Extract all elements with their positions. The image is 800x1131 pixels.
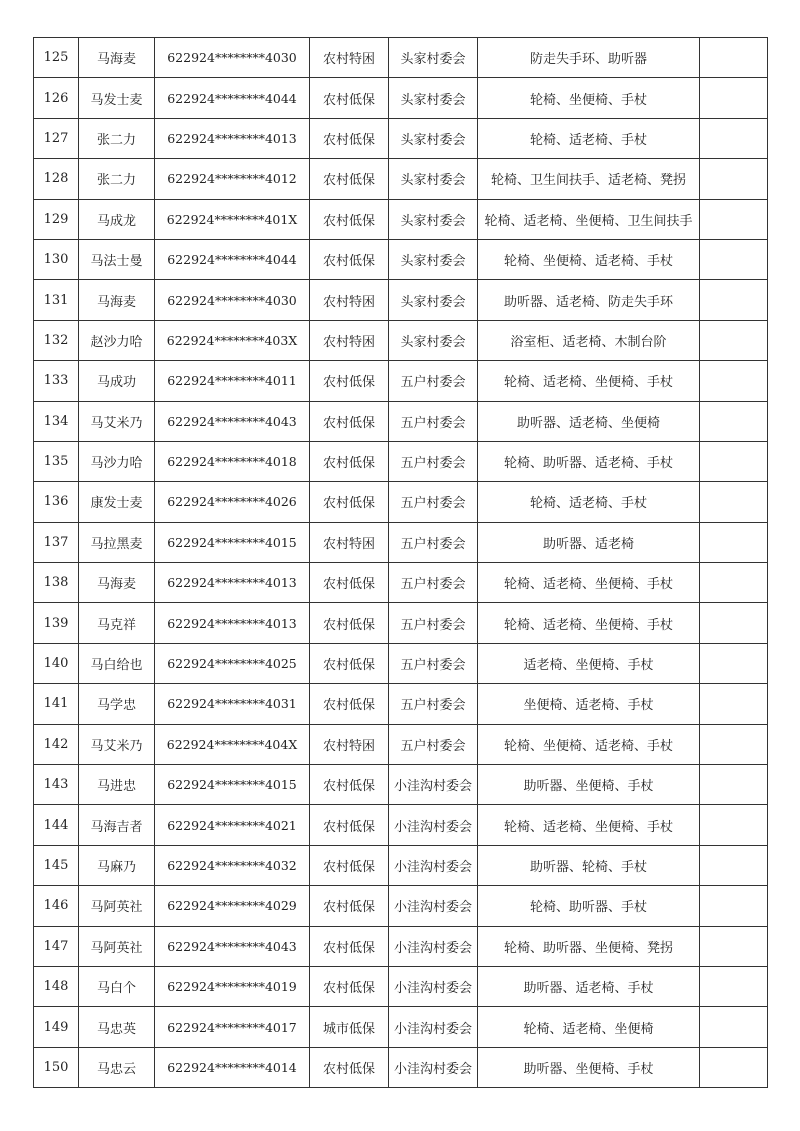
village-cell: 头家村委会 <box>389 118 478 158</box>
aid-items-cell: 轮椅、适老椅、坐便椅、手杖 <box>478 805 700 845</box>
note-cell <box>700 38 768 78</box>
row-number-cell: 145 <box>34 845 79 885</box>
village-cell: 五户村委会 <box>389 482 478 522</box>
name-cell: 马艾米乃 <box>79 724 155 764</box>
name-cell: 马成龙 <box>79 199 155 239</box>
note-cell <box>700 845 768 885</box>
aid-items-cell: 轮椅、适老椅、坐便椅、卫生间扶手 <box>478 199 700 239</box>
aid-items-cell: 轮椅、适老椅、坐便椅、手杖 <box>478 361 700 401</box>
id-number-cell: 622924********4044 <box>155 239 310 279</box>
row-number-cell: 127 <box>34 118 79 158</box>
village-cell: 五户村委会 <box>389 361 478 401</box>
village-cell: 五户村委会 <box>389 563 478 603</box>
table-row <box>34 38 768 78</box>
aid-items-cell: 轮椅、适老椅、坐便椅、手杖 <box>478 563 700 603</box>
category-cell: 农村低保 <box>310 118 389 158</box>
id-number-cell: 622924********404X <box>155 724 310 764</box>
id-number-cell: 622924********4021 <box>155 805 310 845</box>
category-cell: 农村低保 <box>310 199 389 239</box>
aid-items-cell: 轮椅、适老椅、坐便椅 <box>478 1007 700 1047</box>
name-cell: 马拉黑麦 <box>79 522 155 562</box>
note-cell <box>700 926 768 966</box>
table-row <box>34 563 768 603</box>
row-number-cell: 131 <box>34 280 79 320</box>
row-number-cell: 134 <box>34 401 79 441</box>
note-cell <box>700 966 768 1006</box>
table-row <box>34 522 768 562</box>
id-number-cell: 622924********4012 <box>155 159 310 199</box>
table-row <box>34 926 768 966</box>
village-cell: 小洼沟村委会 <box>389 1047 478 1087</box>
note-cell <box>700 118 768 158</box>
village-cell: 五户村委会 <box>389 401 478 441</box>
table-row <box>34 239 768 279</box>
note-cell <box>700 280 768 320</box>
village-cell: 头家村委会 <box>389 199 478 239</box>
village-cell: 小洼沟村委会 <box>389 765 478 805</box>
name-cell: 马忠英 <box>79 1007 155 1047</box>
row-number-cell: 128 <box>34 159 79 199</box>
name-cell: 马学忠 <box>79 684 155 724</box>
name-cell: 马克祥 <box>79 603 155 643</box>
village-cell: 头家村委会 <box>389 320 478 360</box>
id-number-cell: 622924********4013 <box>155 118 310 158</box>
id-number-cell: 622924********4018 <box>155 441 310 481</box>
category-cell: 农村特困 <box>310 320 389 360</box>
name-cell: 马海吉者 <box>79 805 155 845</box>
id-number-cell: 622924********4011 <box>155 361 310 401</box>
table-row <box>34 199 768 239</box>
note-cell <box>700 199 768 239</box>
aid-items-cell: 轮椅、适老椅、坐便椅、手杖 <box>478 603 700 643</box>
table-row <box>34 643 768 683</box>
row-number-cell: 150 <box>34 1047 79 1087</box>
id-number-cell: 622924********401X <box>155 199 310 239</box>
id-number-cell: 622924********4017 <box>155 1007 310 1047</box>
village-cell: 头家村委会 <box>389 239 478 279</box>
village-cell: 头家村委会 <box>389 280 478 320</box>
aid-items-cell: 适老椅、坐便椅、手杖 <box>478 643 700 683</box>
aid-items-cell: 轮椅、适老椅、手杖 <box>478 118 700 158</box>
aid-items-cell: 轮椅、助听器、手杖 <box>478 886 700 926</box>
category-cell: 农村低保 <box>310 441 389 481</box>
aid-items-cell: 坐便椅、适老椅、手杖 <box>478 684 700 724</box>
table-row <box>34 482 768 522</box>
village-cell: 头家村委会 <box>389 78 478 118</box>
village-cell: 小洼沟村委会 <box>389 926 478 966</box>
aid-items-cell: 轮椅、卫生间扶手、适老椅、凳拐 <box>478 159 700 199</box>
aid-items-cell: 助听器、坐便椅、手杖 <box>478 1047 700 1087</box>
id-number-cell: 622924********4026 <box>155 482 310 522</box>
row-number-cell: 138 <box>34 563 79 603</box>
table-row <box>34 1007 768 1047</box>
name-cell: 马海麦 <box>79 280 155 320</box>
note-cell <box>700 159 768 199</box>
row-number-cell: 141 <box>34 684 79 724</box>
beneficiary-table <box>33 37 768 1088</box>
note-cell <box>700 1007 768 1047</box>
category-cell: 农村特困 <box>310 522 389 562</box>
id-number-cell: 622924********4013 <box>155 563 310 603</box>
category-cell: 农村低保 <box>310 1047 389 1087</box>
row-number-cell: 125 <box>34 38 79 78</box>
note-cell <box>700 886 768 926</box>
note-cell <box>700 684 768 724</box>
name-cell: 马白给也 <box>79 643 155 683</box>
id-number-cell: 622924********4013 <box>155 603 310 643</box>
village-cell: 小洼沟村委会 <box>389 966 478 1006</box>
name-cell: 马成功 <box>79 361 155 401</box>
id-number-cell: 622924********4044 <box>155 78 310 118</box>
name-cell: 张二力 <box>79 159 155 199</box>
table-row <box>34 280 768 320</box>
row-number-cell: 137 <box>34 522 79 562</box>
note-cell <box>700 805 768 845</box>
name-cell: 马进忠 <box>79 765 155 805</box>
table-row <box>34 401 768 441</box>
category-cell: 农村低保 <box>310 159 389 199</box>
category-cell: 农村低保 <box>310 845 389 885</box>
aid-items-cell: 助听器、适老椅、防走失手环 <box>478 280 700 320</box>
name-cell: 马沙力哈 <box>79 441 155 481</box>
category-cell: 农村低保 <box>310 684 389 724</box>
table-body <box>34 38 768 1088</box>
table-row <box>34 886 768 926</box>
name-cell: 马艾米乃 <box>79 401 155 441</box>
row-number-cell: 147 <box>34 926 79 966</box>
table-row <box>34 320 768 360</box>
table-row <box>34 1047 768 1087</box>
note-cell <box>700 603 768 643</box>
note-cell <box>700 765 768 805</box>
village-cell: 小洼沟村委会 <box>389 805 478 845</box>
aid-items-cell: 轮椅、助听器、坐便椅、凳拐 <box>478 926 700 966</box>
aid-items-cell: 助听器、适老椅 <box>478 522 700 562</box>
aid-items-cell: 浴室柜、适老椅、木制台阶 <box>478 320 700 360</box>
row-number-cell: 142 <box>34 724 79 764</box>
name-cell: 马阿英社 <box>79 926 155 966</box>
row-number-cell: 149 <box>34 1007 79 1047</box>
row-number-cell: 135 <box>34 441 79 481</box>
village-cell: 五户村委会 <box>389 684 478 724</box>
category-cell: 农村低保 <box>310 926 389 966</box>
id-number-cell: 622924********4025 <box>155 643 310 683</box>
row-number-cell: 143 <box>34 765 79 805</box>
id-number-cell: 622924********4031 <box>155 684 310 724</box>
id-number-cell: 622924********4043 <box>155 926 310 966</box>
note-cell <box>700 441 768 481</box>
note-cell <box>700 563 768 603</box>
category-cell: 农村低保 <box>310 239 389 279</box>
name-cell: 马发士麦 <box>79 78 155 118</box>
table-row <box>34 78 768 118</box>
note-cell <box>700 239 768 279</box>
row-number-cell: 130 <box>34 239 79 279</box>
category-cell: 农村低保 <box>310 765 389 805</box>
table-row <box>34 603 768 643</box>
category-cell: 农村低保 <box>310 361 389 401</box>
category-cell: 农村特困 <box>310 280 389 320</box>
row-number-cell: 144 <box>34 805 79 845</box>
table-row <box>34 159 768 199</box>
village-cell: 五户村委会 <box>389 441 478 481</box>
note-cell <box>700 1047 768 1087</box>
aid-items-cell: 助听器、适老椅、手杖 <box>478 966 700 1006</box>
aid-items-cell: 轮椅、坐便椅、手杖 <box>478 78 700 118</box>
village-cell: 五户村委会 <box>389 724 478 764</box>
village-cell: 五户村委会 <box>389 603 478 643</box>
village-cell: 头家村委会 <box>389 38 478 78</box>
category-cell: 农村低保 <box>310 886 389 926</box>
note-cell <box>700 320 768 360</box>
name-cell: 马阿英社 <box>79 886 155 926</box>
id-number-cell: 622924********4014 <box>155 1047 310 1087</box>
note-cell <box>700 482 768 522</box>
village-cell: 五户村委会 <box>389 643 478 683</box>
aid-items-cell: 助听器、坐便椅、手杖 <box>478 765 700 805</box>
category-cell: 农村低保 <box>310 805 389 845</box>
table-row <box>34 118 768 158</box>
table-row <box>34 441 768 481</box>
aid-items-cell: 轮椅、助听器、适老椅、手杖 <box>478 441 700 481</box>
category-cell: 农村低保 <box>310 482 389 522</box>
note-cell <box>700 643 768 683</box>
table-row <box>34 765 768 805</box>
row-number-cell: 148 <box>34 966 79 1006</box>
name-cell: 马法士曼 <box>79 239 155 279</box>
name-cell: 张二力 <box>79 118 155 158</box>
id-number-cell: 622924********4030 <box>155 280 310 320</box>
category-cell: 农村低保 <box>310 643 389 683</box>
name-cell: 马麻乃 <box>79 845 155 885</box>
note-cell <box>700 361 768 401</box>
id-number-cell: 622924********4032 <box>155 845 310 885</box>
row-number-cell: 136 <box>34 482 79 522</box>
row-number-cell: 133 <box>34 361 79 401</box>
category-cell: 农村低保 <box>310 966 389 1006</box>
category-cell: 农村低保 <box>310 563 389 603</box>
name-cell: 赵沙力哈 <box>79 320 155 360</box>
aid-items-cell: 轮椅、坐便椅、适老椅、手杖 <box>478 239 700 279</box>
aid-items-cell: 助听器、轮椅、手杖 <box>478 845 700 885</box>
village-cell: 小洼沟村委会 <box>389 1007 478 1047</box>
village-cell: 小洼沟村委会 <box>389 845 478 885</box>
village-cell: 小洼沟村委会 <box>389 886 478 926</box>
note-cell <box>700 78 768 118</box>
note-cell <box>700 522 768 562</box>
row-number-cell: 146 <box>34 886 79 926</box>
aid-items-cell: 轮椅、坐便椅、适老椅、手杖 <box>478 724 700 764</box>
category-cell: 农村低保 <box>310 401 389 441</box>
table-row <box>34 805 768 845</box>
table-row <box>34 845 768 885</box>
category-cell: 农村特困 <box>310 38 389 78</box>
name-cell: 马海麦 <box>79 563 155 603</box>
aid-items-cell: 防走失手环、助听器 <box>478 38 700 78</box>
table-row <box>34 724 768 764</box>
name-cell: 马海麦 <box>79 38 155 78</box>
row-number-cell: 140 <box>34 643 79 683</box>
row-number-cell: 132 <box>34 320 79 360</box>
category-cell: 城市低保 <box>310 1007 389 1047</box>
name-cell: 马忠云 <box>79 1047 155 1087</box>
row-number-cell: 126 <box>34 78 79 118</box>
id-number-cell: 622924********4015 <box>155 522 310 562</box>
id-number-cell: 622924********403X <box>155 320 310 360</box>
category-cell: 农村低保 <box>310 78 389 118</box>
row-number-cell: 129 <box>34 199 79 239</box>
note-cell <box>700 401 768 441</box>
table-row <box>34 361 768 401</box>
note-cell <box>700 724 768 764</box>
table-row <box>34 684 768 724</box>
category-cell: 农村低保 <box>310 603 389 643</box>
id-number-cell: 622924********4043 <box>155 401 310 441</box>
category-cell: 农村特困 <box>310 724 389 764</box>
id-number-cell: 622924********4029 <box>155 886 310 926</box>
village-cell: 五户村委会 <box>389 522 478 562</box>
id-number-cell: 622924********4030 <box>155 38 310 78</box>
name-cell: 马白个 <box>79 966 155 1006</box>
id-number-cell: 622924********4019 <box>155 966 310 1006</box>
id-number-cell: 622924********4015 <box>155 765 310 805</box>
row-number-cell: 139 <box>34 603 79 643</box>
aid-items-cell: 助听器、适老椅、坐便椅 <box>478 401 700 441</box>
table-row <box>34 966 768 1006</box>
name-cell: 康发士麦 <box>79 482 155 522</box>
village-cell: 头家村委会 <box>389 159 478 199</box>
aid-items-cell: 轮椅、适老椅、手杖 <box>478 482 700 522</box>
